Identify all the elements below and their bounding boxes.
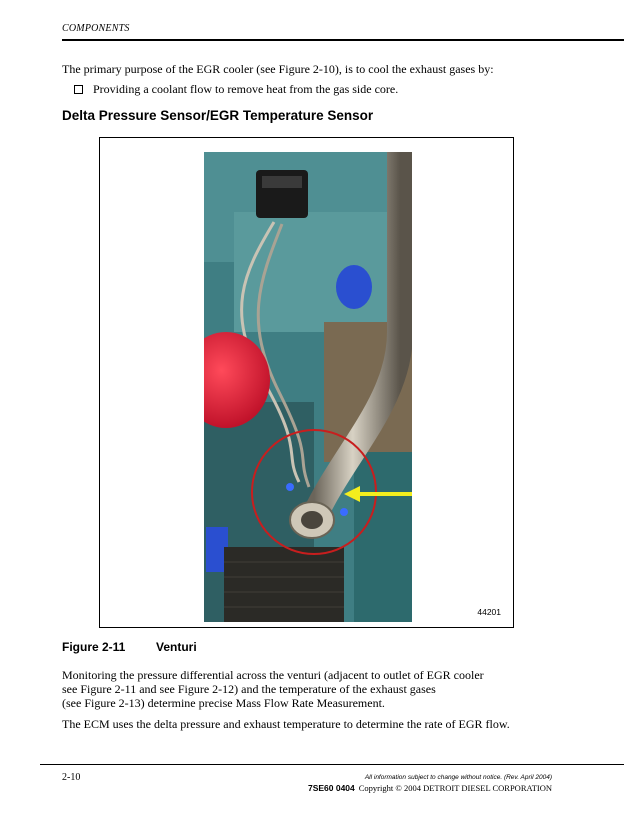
intro-text: The primary purpose of the EGR cooler (see Figure 2-10), is to cool the exhaust gases by:: [62, 62, 494, 76]
paragraph-ecm: The ECM uses the delta pressure and exhaust temperature to determine the rate of EGR flow.: [62, 717, 510, 731]
caption-title: Venturi: [156, 640, 197, 654]
figure-number: 44201: [477, 607, 501, 617]
page-number: 2-10: [62, 772, 81, 783]
caption-label: Figure 2-11: [62, 640, 126, 654]
header-rule: [62, 39, 624, 41]
figure-frame: [99, 137, 514, 628]
header-label: COMPONENTS: [62, 23, 130, 34]
section-title: Delta Pressure Sensor/EGR Temperature Sensor: [62, 108, 374, 123]
figure-caption: [62, 640, 197, 654]
footer-rule: [40, 764, 624, 765]
bullet-item: [74, 82, 398, 97]
paragraph-line: see Figure 2-11 and see Figure 2-12) and the temperature of the exhaust gases: [62, 682, 436, 696]
paragraph-venturi: [62, 668, 532, 710]
bullet-text: Providing a coolant flow to remove heat from the gas side core.: [93, 82, 399, 96]
venturi-photo: [204, 152, 412, 622]
blue-fitting: [336, 265, 372, 309]
paragraph-line: Monitoring the pressure differential across the venturi (adjacent to outlet of EGR cooler: [62, 668, 484, 682]
copyright-text: Copyright © 2004 DETROIT DIESEL CORPORATION: [358, 783, 552, 793]
checkbox-bullet-icon: [74, 85, 83, 94]
footer-copyright: [308, 783, 552, 793]
footer-notice: All information subject to change without notice. (Rev. April 2004): [364, 774, 552, 781]
paragraph-line: (see Figure 2-13) determine precise Mass Flow Rate Measurement.: [62, 696, 385, 710]
egr-cooler: [224, 547, 344, 622]
doc-code: 7SE60 0404: [307, 783, 355, 793]
